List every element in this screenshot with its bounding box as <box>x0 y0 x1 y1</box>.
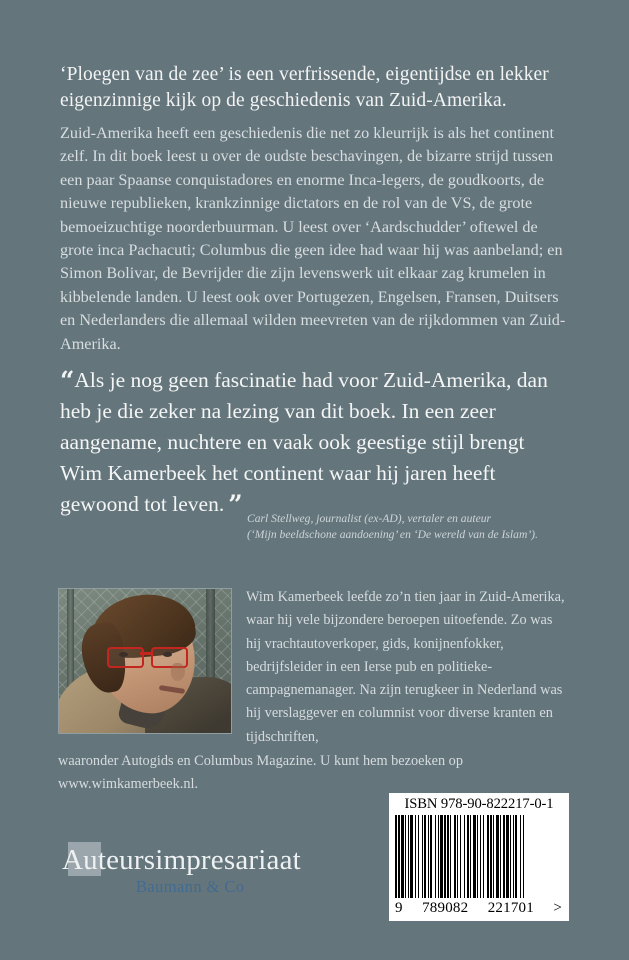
barcode-digit-group-2: 221701 <box>487 900 534 916</box>
publisher-logo <box>62 840 362 904</box>
author-bio-paragraph-tail: waaronder Autogids en Columbus Magazine. U kunt hem bezoeken op www.wimkamerbeek.nl. <box>58 753 463 793</box>
quote-attribution-line-2: (‘Mijn beeldschone aandoening’ en ‘De wereld van de Islam’). <box>247 527 538 541</box>
page-title: ‘Ploegen van de zee’ is een verfrissende, eigentijdse en lekker eigenzinnige kijk op de geschiedenis van Zuid-Amerika. <box>60 64 549 111</box>
author-bio-section <box>58 586 570 797</box>
pull-quote <box>60 365 570 520</box>
author-bio-paragraph: Wim Kamerbeek leefde zo’n tien jaar in Zuid-Amerika, waar hij vele bijzondere beroepen uitoefende. Zo was hij vrachtautoverkoper, gids, konijnenfokker, bedrijfsleider in een Ierse pub en politieke-campagnemanager. Na zijn terugkeer in Nederland was hij verslaggever en columnist voor diverse kranten en tijdschriften, <box>246 589 565 745</box>
author-photo <box>58 588 232 734</box>
barcode-digit-left: 9 <box>395 900 403 916</box>
publisher-name <box>62 840 362 880</box>
description-paragraph: Zuid-Amerika heeft een geschiedenis die net zo kleurrijk is als het continent zelf. In dit boek leest u over de oudste beschavingen, de bizarre strijd tussen een paar Spaanse conquistadores en enorme Inca-legers, de goudkoorts, de nieuwe republieken, krankzinnige dictators en de rol van de VS, de grote bemoeizuchtige noorderbuurman. U leest over ‘Aardschudder’ oftewel de grote inca Pachacuti; Columbus die geen idee had waar hij was aanbeland; en Simon Bolivar, de Bevrijder die zijn levenswerk uit elkaar zag krumelen in kibbelende landen. U leest ook over Portugezen, Engelsen, Fransen, Duitsers en Nederlanders die allemaal wilden meevreten van de rijkdommen van Zuid-Amerika. <box>60 124 566 353</box>
barcode-bars <box>395 815 561 898</box>
barcode-digit-right: > <box>553 900 562 916</box>
photo-glasses-lens-left <box>107 647 144 668</box>
barcode-digits <box>389 898 569 917</box>
isbn-number: ISBN 978-90-822217-0-1 <box>404 796 554 812</box>
quote-attribution <box>247 511 577 542</box>
publisher-name-text: Auteursimpresariaat <box>62 844 301 876</box>
barcode-bar <box>524 815 526 898</box>
publisher-subtitle: Baumann & Co <box>136 877 245 896</box>
quote-close-icon: ” <box>228 490 242 519</box>
isbn-barcode <box>389 793 569 921</box>
pull-quote-text: Als je nog geen fascinatie had voor Zuid-Amerika, dan heb je die zeker na lezing van dit boek. In een zeer aangename, nuchtere en vaak ook geestige stijl brengt Wim Kamerbeek het continent waar hij jaren heeft gewoond tot leven. <box>60 368 548 516</box>
photo-red-glasses <box>107 647 191 664</box>
photo-glasses-bridge <box>140 652 151 655</box>
quote-open-icon: “ <box>60 366 74 395</box>
barcode-digit-group-1: 789082 <box>422 900 469 916</box>
quote-attribution-line-1: Carl Stellweg, journalist (ex-AD), vertaler en auteur <box>247 512 492 525</box>
